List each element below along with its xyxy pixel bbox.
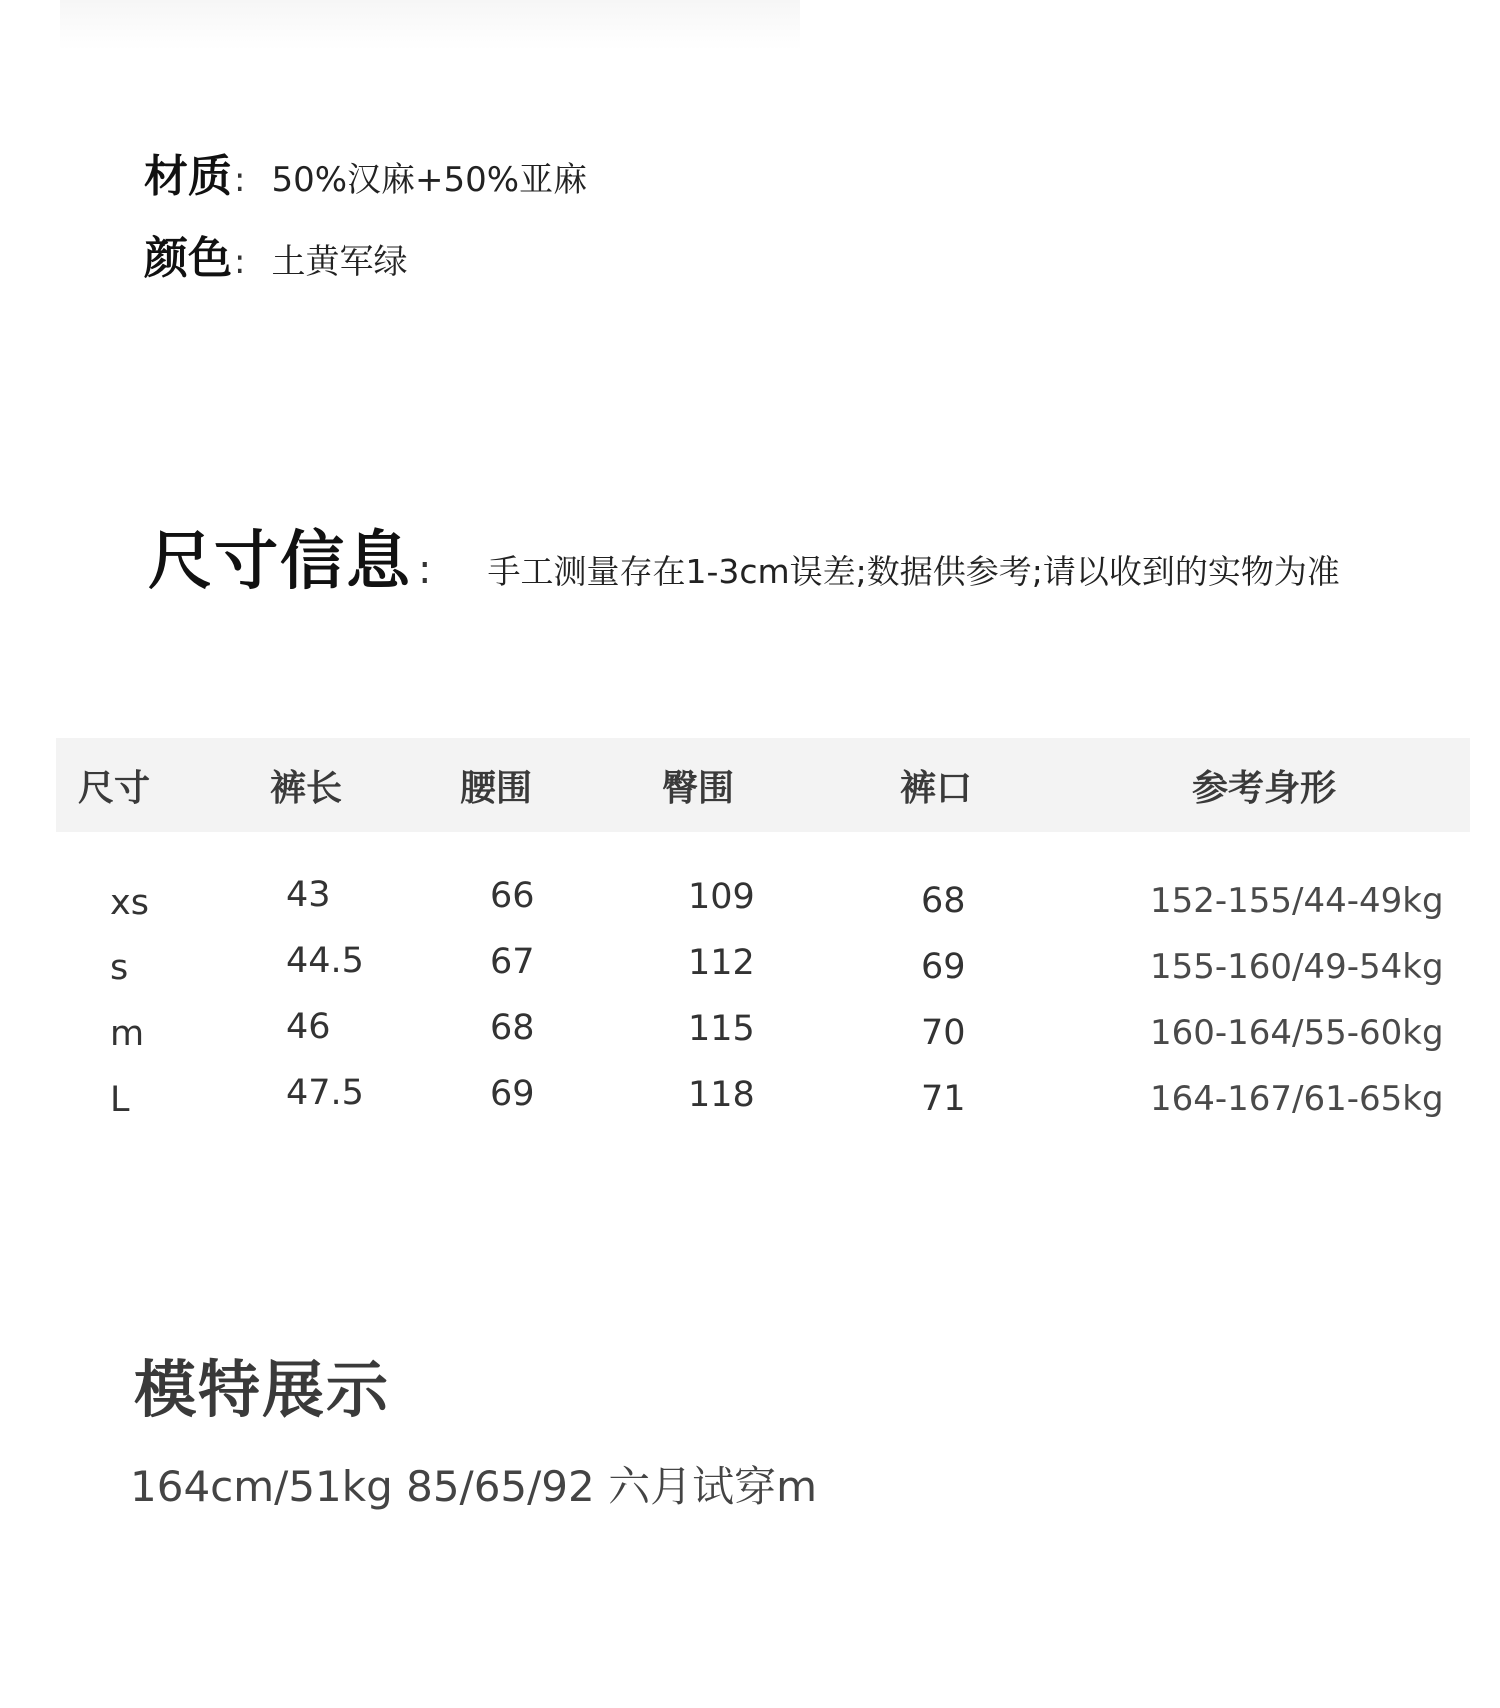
cell-pants-length: 47.5 (286, 1073, 364, 1113)
cell-size: L (110, 1080, 130, 1120)
cell-reference-body: 164-167/61-65kg (1150, 1079, 1444, 1119)
top-image-edge (60, 0, 800, 50)
cell-leg-opening: 70 (921, 1013, 966, 1053)
cell-waist: 68 (490, 1008, 535, 1048)
cell-hip: 112 (688, 943, 755, 983)
model-info: 164cm/51kg 85/65/92 六月试穿m (130, 1462, 817, 1511)
size-info-title: 尺寸信息 (148, 525, 412, 599)
color-label: 颜色 (144, 233, 232, 284)
cell-reference-body: 152-155/44-49kg (1150, 881, 1444, 921)
cell-pants-length: 43 (286, 875, 331, 915)
header-hip: 臀围 (662, 768, 735, 809)
cell-hip: 109 (688, 877, 755, 917)
size-info-heading (148, 510, 1340, 602)
cell-size: xs (110, 883, 149, 923)
header-pants-length: 裤长 (270, 768, 343, 809)
cell-pants-length: 46 (286, 1007, 331, 1047)
color-colon: : (234, 242, 246, 282)
cell-reference-body: 155-160/49-54kg (1150, 947, 1444, 987)
material-label: 材质 (144, 151, 232, 202)
cell-leg-opening: 71 (921, 1079, 966, 1119)
header-leg-opening: 裤口 (900, 768, 973, 809)
header-waist: 腰围 (460, 768, 533, 809)
size-info-note: 手工测量存在1-3cm误差;数据供参考;请以收到的实物为准 (487, 552, 1340, 591)
color-row (144, 222, 407, 286)
cell-leg-opening: 69 (921, 947, 966, 987)
cell-size: m (110, 1014, 145, 1054)
cell-size: s (110, 948, 129, 988)
cell-reference-body: 160-164/55-60kg (1150, 1013, 1444, 1053)
size-table-header (56, 738, 1470, 832)
cell-waist: 66 (490, 876, 535, 916)
material-value: 50%汉麻+50%亚麻 (271, 160, 588, 200)
model-showcase-title: 模特展示 (134, 1353, 391, 1426)
cell-waist: 67 (490, 942, 535, 982)
cell-hip: 115 (688, 1009, 755, 1049)
color-value: 土黄军绿 (271, 242, 408, 282)
cell-waist: 69 (490, 1074, 535, 1114)
size-info-colon: : (418, 547, 432, 593)
header-size: 尺寸 (78, 768, 151, 809)
material-row (144, 140, 587, 204)
cell-hip: 118 (688, 1075, 755, 1115)
cell-leg-opening: 68 (921, 881, 966, 921)
material-colon: : (234, 160, 246, 200)
cell-pants-length: 44.5 (286, 941, 364, 981)
header-reference-body: 参考身形 (1192, 768, 1337, 809)
